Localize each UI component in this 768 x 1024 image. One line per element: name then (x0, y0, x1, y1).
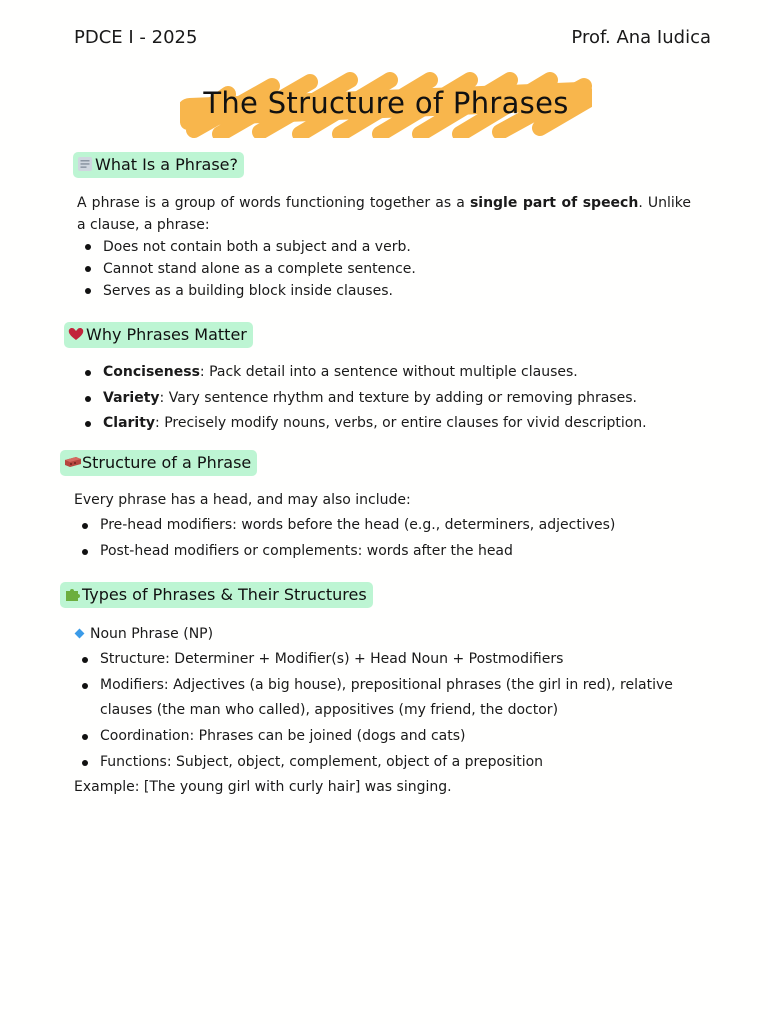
np-list (100, 647, 700, 776)
structure-intro: Every phrase has a head, and may also include: (74, 492, 411, 508)
definition-text-end: . Unlike a clause, a phrase: (77, 195, 692, 233)
section-heading-label: Why Phrases Matter (86, 325, 247, 344)
section-heading-label: What Is a Phrase? (95, 155, 238, 174)
section-heading-why-matter (64, 322, 253, 348)
phrase-definition (77, 192, 691, 236)
list-item: Post-head modifiers or complements: words after the head (100, 539, 615, 565)
section-heading-label: Structure of a Phrase (82, 453, 252, 472)
structure-list (100, 513, 615, 564)
list-item: Structure: Determiner + Modifier(s) + Head Noun + Postmodifiers (100, 647, 700, 673)
section-heading-types (60, 582, 373, 608)
np-subheading (76, 623, 213, 645)
list-item: Serves as a building block inside clauses. (103, 280, 416, 302)
term-description: : Precisely modify nouns, verbs, or entire clauses for vivid description. (155, 415, 647, 432)
definition-text: A phrase is a group of words functioning together as a (77, 195, 470, 211)
list-item: Cannot stand alone as a complete sentence. (103, 258, 416, 280)
term: Clarity (103, 415, 156, 432)
section-heading-what-is (73, 152, 244, 178)
diamond-icon (75, 629, 85, 639)
section-heading-structure (60, 450, 257, 476)
list-item (103, 411, 647, 437)
np-subheading-label: Noun Phrase (NP) (90, 626, 214, 642)
term-description: : Vary sentence rhythm and texture by adding or removing phrases. (159, 389, 637, 406)
title-block (180, 72, 592, 138)
header-left: PDCE I - 2025 (74, 27, 198, 48)
list-item: Pre-head modifiers: words before the head (e.g., determiners, adjectives) (100, 513, 615, 539)
list-item: Modifiers: Adjectives (a big house), prepositional phrases (the girl in red), relative clauses (the man who called), appositives (my friend, the doctor) (100, 673, 700, 724)
brick-icon (64, 452, 80, 468)
phrase-properties-list (103, 236, 416, 302)
np-example: Example: [The young girl with curly hair] was singing. (74, 779, 452, 795)
term: Conciseness (103, 364, 200, 380)
term: Variety (103, 389, 160, 406)
puzzle-icon (64, 584, 80, 600)
definition-bold: single part of speech (469, 195, 639, 211)
list-item: Coordination: Phrases can be joined (dogs and cats) (100, 724, 700, 750)
list-item (103, 360, 647, 386)
why-matter-list (103, 360, 647, 437)
list-item (103, 386, 647, 412)
list-item: Functions: Subject, object, complement, object of a preposition (100, 750, 700, 776)
page-title: The Structure of Phrases (203, 86, 569, 120)
header-right: Prof. Ana Iudica (571, 27, 711, 48)
section-heading-label: Types of Phrases & Their Structures (82, 585, 367, 604)
list-item: Does not contain both a subject and a verb. (103, 236, 416, 258)
note-icon (77, 154, 93, 170)
term-description: : Pack detail into a sentence without multiple clauses. (199, 364, 578, 380)
heart-icon (68, 324, 84, 340)
